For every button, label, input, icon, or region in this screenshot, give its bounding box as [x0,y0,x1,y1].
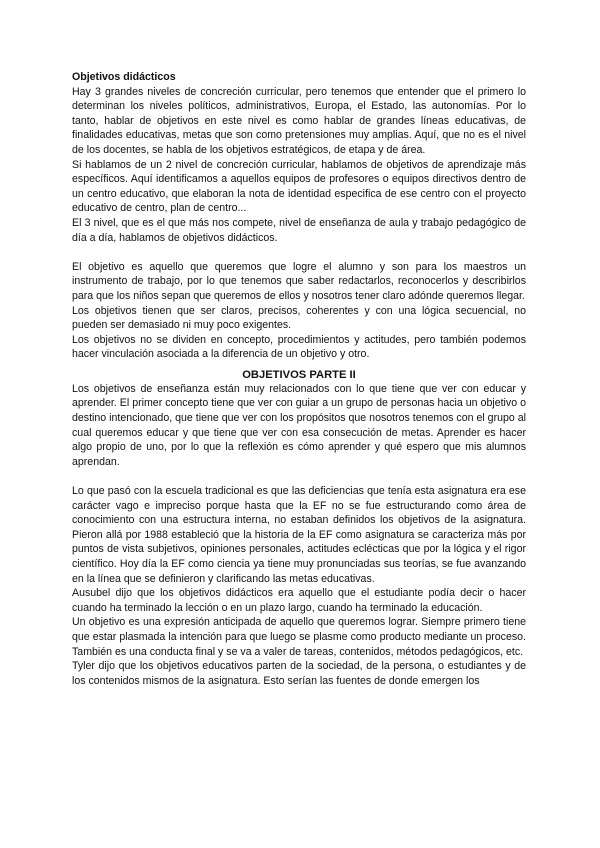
section-heading-objetivos-didacticos: Objetivos didácticos [72,71,176,83]
paragraph: Los objetivos no se dividen en concepto, procedimientos y actitudes, pero también podemos hacer vinculación asociada a la diferencia de un objetivo y otro. [72,333,526,361]
section-heading-objetivos-parte-ii: OBJETIVOS PARTE II [242,368,356,381]
document-page [72,70,526,688]
paragraph: El 3 nivel, que es el que más nos compete, nivel de enseñanza de aula y trabajo pedagógico de día a día, hablamos de objetivos didácticos. [72,216,526,244]
paragraph: Tyler dijo que los objetivos educativos parten de la sociedad, de la persona, o estudiantes y de los contenidos mismos de la asignatura. Esto serían las fuentes de donde emergen los [72,660,526,687]
paragraph: Lo que pasó con la escuela tradicional es que las deficiencias que tenía esta asignatura era ese carácter vago e impreciso porque hasta que la EF no se fue estructurando como área de conocimiento con una estructura interna, no estaban definidos los objetivos de la asignatura. Pieron allá por 1988 estableció que la historia de la EF como asignatura se caracteriza más por puntos de vista subjetivos, opiniones personales, actitudes eclécticas que por la lógica y el rigor científico. Hoy día la EF como ciencia ya tiene muy pronunciadas sus teorías, se fue avanzando en la línea que se definieron y clarificando las metas educativas. [72,485,526,585]
paragraph: Un objetivo es una expresión anticipada de aquello que queremos lograr. Siempre primero tiene que estar plasmada la intención para que luego se plasme como producto mediante un proceso. También es una conducta final y se va a valer de tareas, contenidos, métodos pedagógicos, etc. [72,616,526,658]
paragraph: El objetivo es aquello que queremos que logre el alumno y son para los maestros un instrumento de trabajo, por lo que tenemos que saber redactarlos, reconocerlos y describirlos para que los niños sepan que queremos de ellos y nosotros tener claro adónde queremos llegar. [72,260,526,302]
paragraph: Hay 3 grandes niveles de concreción curricular, pero tenemos que entender que el primero lo determinan los niveles políticos, administrativos, Europa, el Estado, las autonomías. Por lo tanto, hablar de objetivos en este nivel es como hablar de grandes líneas educativas, de finalidades educativas, metas que son como pretensiones muy amplias. Aquí, que no es el nivel de los docentes, se habla de los objetivos estratégicos, de etapa y de área. [72,85,526,156]
paragraph: Los objetivos de enseñanza están muy relacionados con lo que tiene que ver con educar y aprender. El primer concepto tiene que ver con guiar a un grupo de personas hacia un objetivo o destino intencionado, que tiene que ver con los propósitos que nosotros tenemos con el grupo al cual queremos educar y que tiene que ver con esa consecución de metas. Aprender es hacer algo propio de uno, por lo que la reflexión es cómo aprender y qué espero que mis alumnos aprendan. [72,382,526,468]
paragraph: Si hablamos de un 2 nivel de concreción curricular, hablamos de objetivos de aprendizaje más específicos. Aquí identificamos a aquellos equipos de profesores o equipos directivos dentro de un centro educativo, que elaboran la nota de identidad especifica de ese centro con el proyecto educativo de centro, plan de centro... [72,158,526,215]
paragraph: Ausubel dijo que los objetivos didácticos era aquello que el estudiante podía decir o hacer cuando ha terminado la lección o en un plazo largo, cuando ha terminado la educación. [72,587,526,614]
paragraph: Los objetivos tienen que ser claros, precisos, coherentes y con una lógica secuencial, no pueden ser demasiado ni muy poco exigentes. [72,304,526,332]
